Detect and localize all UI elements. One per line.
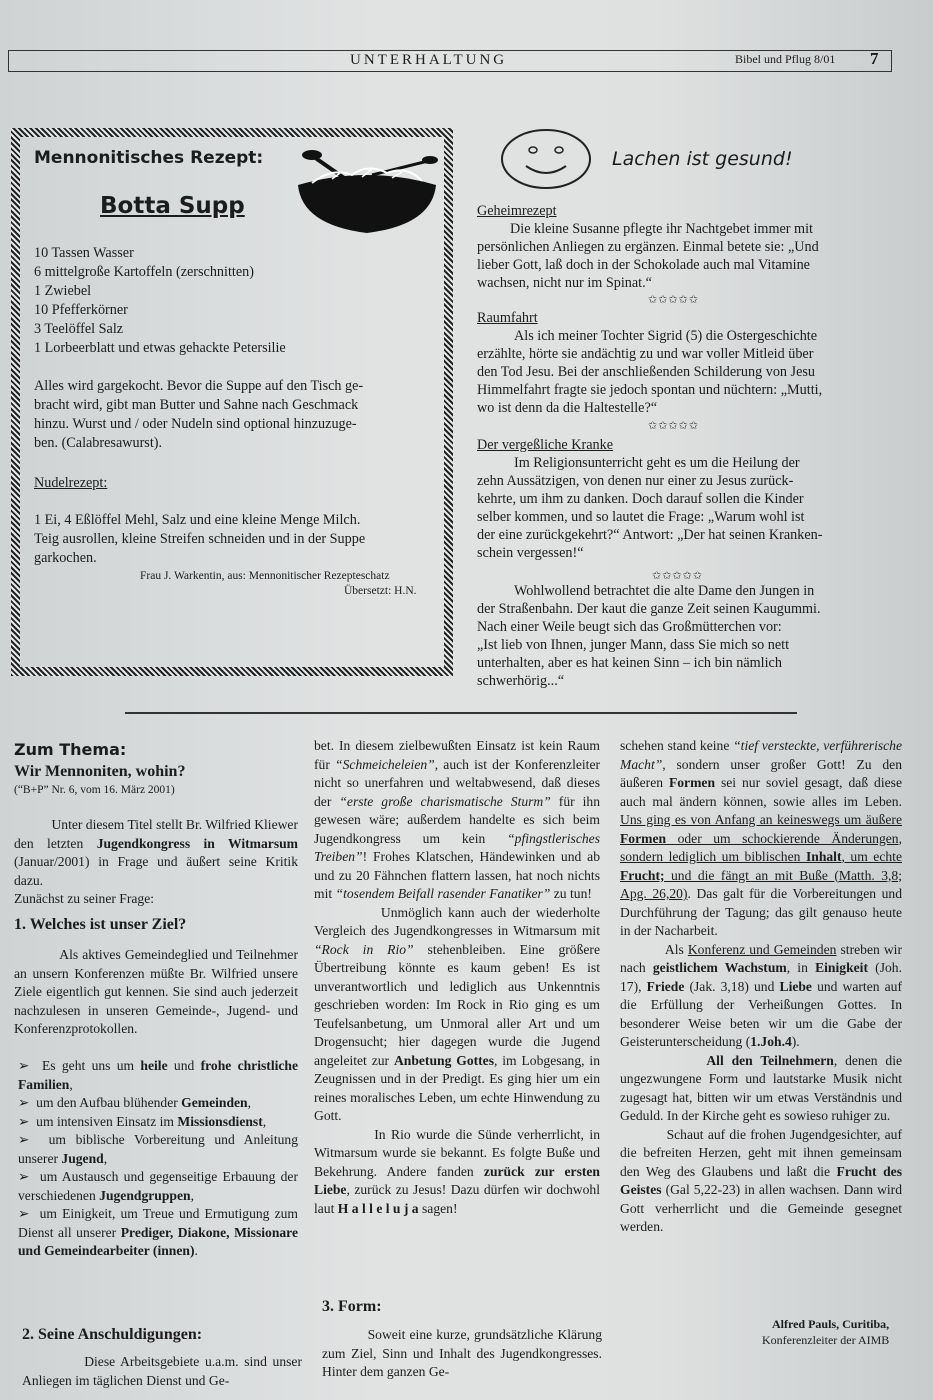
publication-info: Bibel und Pflug 8/01 <box>735 52 836 66</box>
joke-line: zehn Aussätzigen, von denen nur einer zu Jesus zurück- <box>477 473 794 489</box>
section-divider <box>125 712 797 714</box>
instruction-line: ben. (Calabresawurst). <box>34 435 163 451</box>
star-divider: ✩✩✩✩✩ <box>648 294 700 306</box>
joke-line: Himmelfahrt fragte sie jedoch spontan und nüchtern: „Mutti, <box>477 382 823 398</box>
joke-title: Der vergeßliche Kranke <box>477 437 614 453</box>
joke-line: der eine zurückgekehrt?“ Antwort: „Der hat seinen Kranken- <box>477 527 823 543</box>
joke-line: schein vergessen!“ <box>477 545 584 561</box>
joke-line: lieber Gott, laß doch in der Schokolade auch mal Vitamine <box>477 257 810 273</box>
section-title: UNTERHALTUNG <box>350 52 508 68</box>
recipe-source: Frau J. Warkentin, aus: Mennonitischer Rezepteschatz <box>140 570 390 582</box>
joke-line: Im Religionsunterricht geht es um die Heilung der <box>514 455 800 471</box>
soup-bowl-icon <box>292 145 442 235</box>
recipe-heading: Mennonitisches Rezept: <box>34 148 264 168</box>
star-divider: ✩✩✩✩✩ <box>652 570 704 582</box>
section-heading: 1. Welches ist unser Ziel? <box>14 916 187 933</box>
article-title: Wir Mennoniten, wohin? <box>14 763 186 780</box>
recipe-title: Botta Supp <box>100 193 245 219</box>
article-paragraph: Als aktives Gemeindeglied und Teilnehmer an unsern Konferenzen müßte Br. Wilfried unsere Ziele eigentlich gut kennen. Sie sind auch jederzeit nachzulesen in unseren Gemeinde-, Jugend- und Konferenzprotokollen. <box>14 947 298 1036</box>
joke-line: erzählte, hörte sie andächtig zu und war voller Mitleid über <box>477 346 814 362</box>
joke-line: Als ich meiner Tochter Sigrid (5) die Ostergeschichte <box>514 328 818 344</box>
joke-title: Geheimrezept <box>477 203 557 219</box>
article-paragraph: Soweit eine kurze, grundsätzliche Klärung zum Ziel, Sinn und Inhalt des Jugendkongresses. Hinter dem ganzen Ge- <box>322 1327 602 1379</box>
noodle-line: garkochen. <box>34 550 97 566</box>
article-reference: (“B+P” Nr. 6, vom 16. März 2001) <box>14 784 175 796</box>
joke-line: „Ist lieb von Ihnen, junger Mann, dass Sie mich so nett <box>477 637 790 653</box>
noodle-heading: Nudelrezept: <box>34 475 108 491</box>
joke-line: unterhalten, aber es hat keinen Sinn – ich bin nämlich <box>477 655 782 671</box>
page-number: 7 <box>870 49 879 68</box>
joke-line: selber kommen, und so lautet die Frage: „Warum wohl ist <box>477 509 805 525</box>
ingredient: 10 Pfefferkörner <box>34 302 128 318</box>
goals-list: ➢ Es geht uns um heile und frohe christliche Familien, ➢ um den Aufbau blühender Gemeinden, ➢ um intensiven Einsatz im Missionsdienst, ➢ um biblische Vorbereitung und Anleitung unserer Jugend, ➢ um Austausch und gegenseitige Erbauung der verschiedenen Jugendgruppen, ➢ um Einigkeit, um Treue und Ermutigung zum Dienst all unserer Prediger, Diakone, Missionare und Gemeindearbeiter (innen). <box>18 1058 299 1258</box>
ingredient: 1 Zwiebel <box>34 283 92 299</box>
joke-line: Nach einer Weile beugt sich das Großmütterchen vor: <box>477 619 782 635</box>
noodle-line: Teig ausrollen, kleine Streifen schneiden und in der Suppe <box>34 531 366 547</box>
joke-line: wachsen, nicht nur im Spinat.“ <box>477 275 652 291</box>
ingredient: 1 Lorbeerblatt und etwas gehackte Petersilie <box>34 340 286 356</box>
joke-line: Die kleine Susanne pflegte ihr Nachtgebet immer mit <box>510 221 813 237</box>
article-intro: Unter diesem Titel stellt Br. Wilfried Kliewer den letzten Jugendkongress in Witmarsum (Januar/2001) in Frage und äußert seine Kritik dazu. Zunächst zu seiner Frage: <box>14 817 299 906</box>
star-divider: ✩✩✩✩✩ <box>648 420 700 432</box>
smiley-icon <box>500 128 592 190</box>
ingredient: 10 Tassen Wasser <box>34 245 134 261</box>
joke-line: wo ist denn da die Haltestelle?“ <box>477 400 658 416</box>
joke-title: Raumfahrt <box>477 310 538 326</box>
ingredient: 3 Teelöffel Salz <box>34 321 124 337</box>
article-author: Alfred Pauls, Curitiba, <box>772 1317 890 1331</box>
section-heading: 3. Form: <box>322 1298 382 1315</box>
jokes-heading: Lachen ist gesund! <box>612 148 793 170</box>
joke-line: kehrte, um ihm zu danken. Doch darauf sollen die Kinder <box>477 491 804 507</box>
joke-line: Wohlwollend betrachtet die alte Dame den Jungen in <box>514 583 815 599</box>
noodle-line: 1 Ei, 4 Eßlöffel Mehl, Salz und eine kleine Menge Milch. <box>34 512 361 528</box>
joke-line: persönlichen Anliegen zu ergänzen. Einmal betete sie: „Und <box>477 239 819 255</box>
joke-line: der Straßenbahn. Der kaut die ganze Zeit seinen Kaugummi. <box>477 601 821 617</box>
instruction-line: Alles wird gargekocht. Bevor die Suppe auf den Tisch ge- <box>34 378 364 394</box>
article-paragraph: bet. In diesem zielbewußten Einsatz ist kein Raum für “Schmeicheleien”, auch ist der Konferenzleiter nicht so unerfahren und weltabwesend, daß dieses der “erste große charismatische Sturm” für ihn gewesen wäre; außerdem handelte es sich beim Jugendkongress um kein “pfingstlerisches Treiben”! Frohes Klatschen, Händewinken und ab und zu 20 Fähnchen flattern lassen, hat noch nichts mit “tosendem Beifall rasender Fanatiker” zu tun! Unmöglich kann auch der wiederholte Vergleich des Jugendkongresses in Witmarsum mit “Rock in Rio” stehenbleiben. Eine größere Übertreibung könnte es kaum geben! Es ist unverantwortlich und lediglich aus Unkenntnis geschrieben worden: Im Rock in Rio ging es um Teufelsanbetung, um Unmoral aller Art und um Drogensucht; hier dagegen wurde die Jugend angeleitet zur Anbetung Gottes, im Lobgesang, in Zeugnissen und in der Predigt. Es ging hier um ein reines moralisches Leben, um echte Hinwendung zu Gott. In Rio wurde die Sünde verherrlicht, in Witmarsum wurde sie bekannt. Es folgte Buße und Bekehrung. Andere fanden zurück zur ersten Liebe, zurück zu Jesus! Dazu dürfen wir dochwohl laut H a l l e l u j a sagen! <box>314 738 601 1216</box>
section-heading: 2. Seine Anschuldigungen: <box>22 1326 203 1343</box>
instruction-line: hinzu. Wurst und / oder Nudeln sind optional hinzuzuge- <box>34 416 357 432</box>
joke-line: schwerhörig...“ <box>477 673 565 689</box>
instruction-line: bracht wird, gibt man Butter und Sahne nach Geschmack <box>34 397 359 413</box>
article-kicker: Zum Thema: <box>14 740 127 759</box>
article-paragraph: Diese Arbeitsgebiete u.a.m. sind unser Anliegen im täglichen Dienst und Ge- <box>22 1354 302 1388</box>
joke-line: den Tod Jesu. Bei der anschließenden Schilderung von Jesu <box>477 364 815 380</box>
author-role: Konferenzleiter der AIMB <box>762 1333 890 1347</box>
recipe-translator: Übersetzt: H.N. <box>344 585 417 597</box>
article-paragraph: schehen stand keine “tief versteckte, verführerische Macht”, sondern unser großer Gott! Zu den äußeren Formen sei nur soviel gesagt, daß diese auch mal ändern können, sowie alles im Leben. Uns ging es von Anfang an keineswegs um äußere Formen oder um schockierende Änderungen, sondern lediglich um biblischen Inhalt, um echte Frucht; und die fängt an mit Buße (Matth. 3,8; Apg. 26,20). Das galt für die Vorbereitungen und Durchführung der Tagung; das gilt genauso heute in der Nacharbeit. Als Konferenz und Gemeinden streben wir nach geistlichem Wachstum, in Einigkeit (Joh. 17), Friede (Jak. 3,18) und Liebe und warten auf die Erfüllung der Verheißungen Gottes. In besonderer Weise beten wir um die Gabe der Geisterunterscheidung (1.Joh.4). All den Teilnehmern, denen die ungezwungene Form und lautstarke Musik nicht zugesagt hat, bitten wir um etwas Verständnis und Geduld. In der Kirche geht es sowieso ruhiger zu. Schaut auf die frohen Jugendgesichter, auf die befreiten Herzen, geht mit ihnen gemeinsam den Weg des Glaubens und laßt die Frucht des Geistes (Gal 5,22-23) in allen wachsen. Dann wird Gott verherrlicht und die Gemeinde gesegnet werden. <box>620 738 903 1234</box>
ingredient: 6 mittelgroße Kartoffeln (zerschnitten) <box>34 264 254 280</box>
